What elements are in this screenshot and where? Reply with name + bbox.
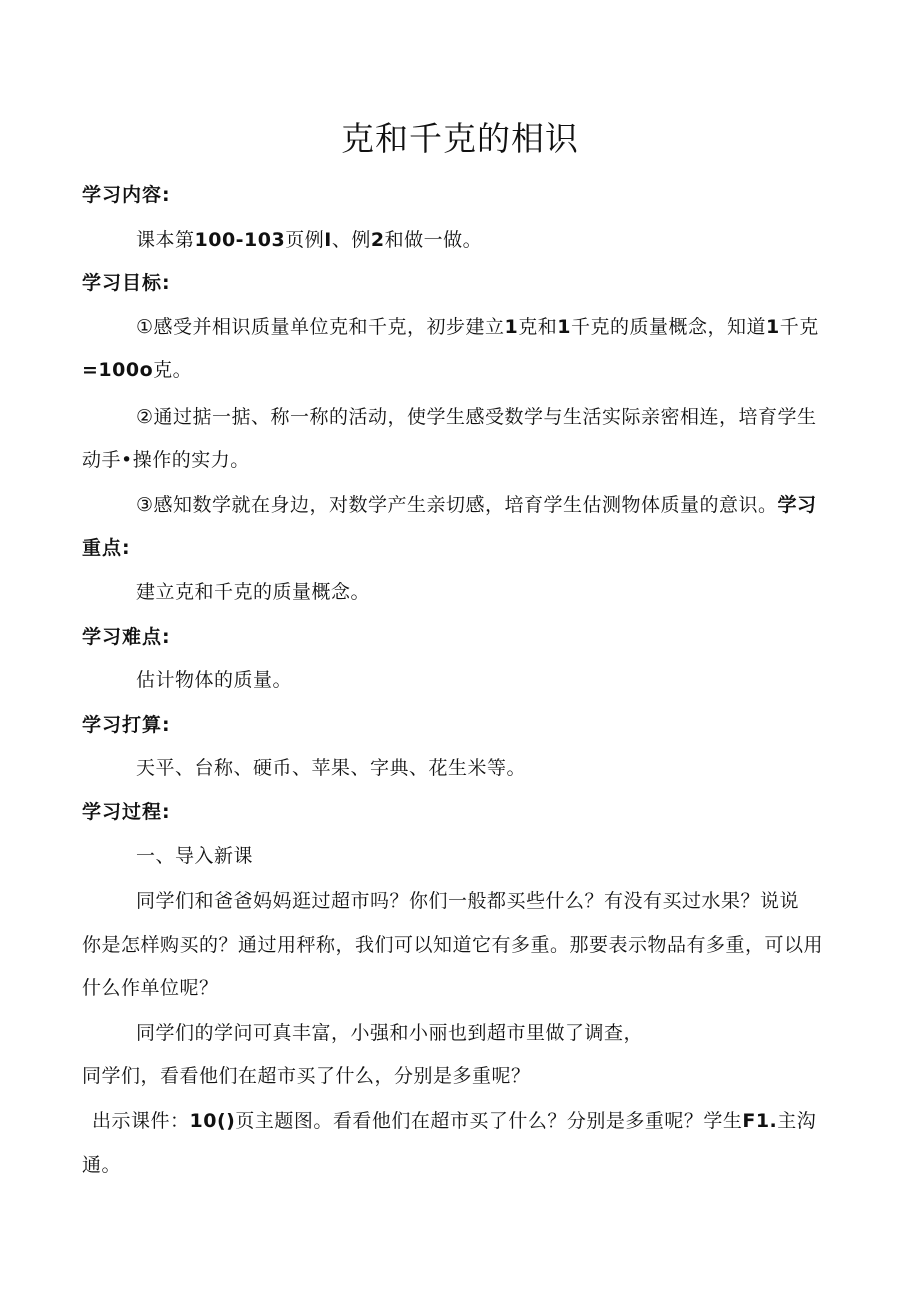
goal-2-line-2: 动手•操作的实力。 xyxy=(82,449,250,471)
heading-learning-goals: 学习目标: xyxy=(82,272,171,294)
document-title: 克和千克的相识 xyxy=(341,119,579,158)
paragraph-2-line-1: 同学们的学问可真丰富，小强和小丽也到超市里做了调查， xyxy=(136,1022,644,1044)
heading-process: 学习过程: xyxy=(82,801,171,823)
learning-content-text: 课本第100-103页例I、例2和做一做。 xyxy=(136,229,483,251)
heading-preparation: 学习打算: xyxy=(82,714,171,736)
heading-difficulty: 学习难点: xyxy=(82,626,171,648)
step-1-heading: 一、导入新课 xyxy=(136,845,254,867)
goal-3-line-1: ③感知数学就在身边，对数学产生亲切感，培育学生估测物体质量的意识。学习 xyxy=(136,494,817,516)
goal-1-line-1: ①感受并相识质量单位克和千克，初步建立1克和1千克的质量概念，知道1千克 xyxy=(136,316,819,338)
paragraph-1-line-3: 什么作单位呢？ xyxy=(82,977,219,999)
paragraph-3-line-2: 通。 xyxy=(82,1154,122,1176)
goal-2-line-1: ②通过掂一掂、称一称的活动，使学生感受数学与生活实际亲密相连，培育学生 xyxy=(136,406,817,428)
preparation-text: 天平、台称、硬币、苹果、字典、花生米等。 xyxy=(136,757,527,779)
paragraph-3-line-1: 出示课件：10()页主题图。看看他们在超市买了什么？分别是多重呢？学生F1.主沟 xyxy=(92,1110,817,1132)
heading-key-points: 重点: xyxy=(82,537,131,559)
goal-1-line-2: =100o克。 xyxy=(82,359,193,381)
key-points-text: 建立克和千克的质量概念。 xyxy=(136,581,371,603)
paragraph-1-line-1: 同学们和爸爸妈妈逛过超市吗？你们一般都买些什么？有没有买过水果？说说 xyxy=(136,890,800,912)
heading-learning-content: 学习内容: xyxy=(82,184,171,206)
paragraph-2-line-2: 同学们，看看他们在超市买了什么，分别是多重呢？ xyxy=(82,1065,531,1087)
difficulty-text: 估计物体的质量。 xyxy=(136,669,293,691)
paragraph-1-line-2: 你是怎样购买的？通过用秤称，我们可以知道它有多重。那要表示物品有多重，可以用 xyxy=(82,934,824,956)
